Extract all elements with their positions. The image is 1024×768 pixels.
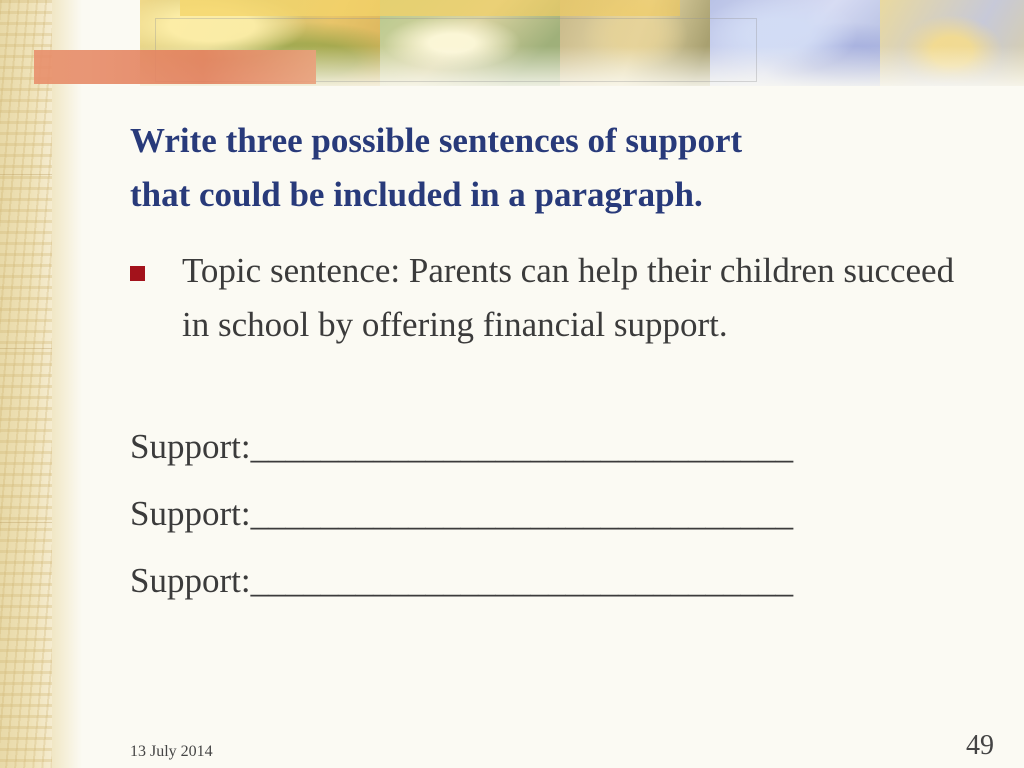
strip-seam — [0, 348, 52, 349]
slide-title-line-1: Write three possible sentences of support — [130, 121, 743, 160]
strip-seam — [0, 522, 52, 523]
support-line-1: Support:_______________________________ — [130, 427, 794, 466]
support-line-2: Support:_______________________________ — [130, 494, 794, 533]
square-bullet-icon — [130, 266, 145, 281]
topic-sentence-text: Topic sentence: Parents can help their children succeed in school by offering financial support. — [182, 251, 955, 344]
decorative-yellow-bar — [180, 0, 680, 16]
support-line-3: Support:_______________________________ — [130, 561, 794, 600]
slide-title — [130, 114, 990, 222]
strip-seam — [0, 174, 52, 175]
decorative-orange-bar — [34, 50, 316, 84]
footer-date: 13 July 2014 — [130, 743, 213, 760]
bullet-item — [130, 244, 990, 352]
left-decorative-strip — [0, 0, 52, 768]
page-number: 49 — [966, 730, 994, 761]
slide-title-line-2: that could be included in a paragraph. — [130, 175, 703, 214]
